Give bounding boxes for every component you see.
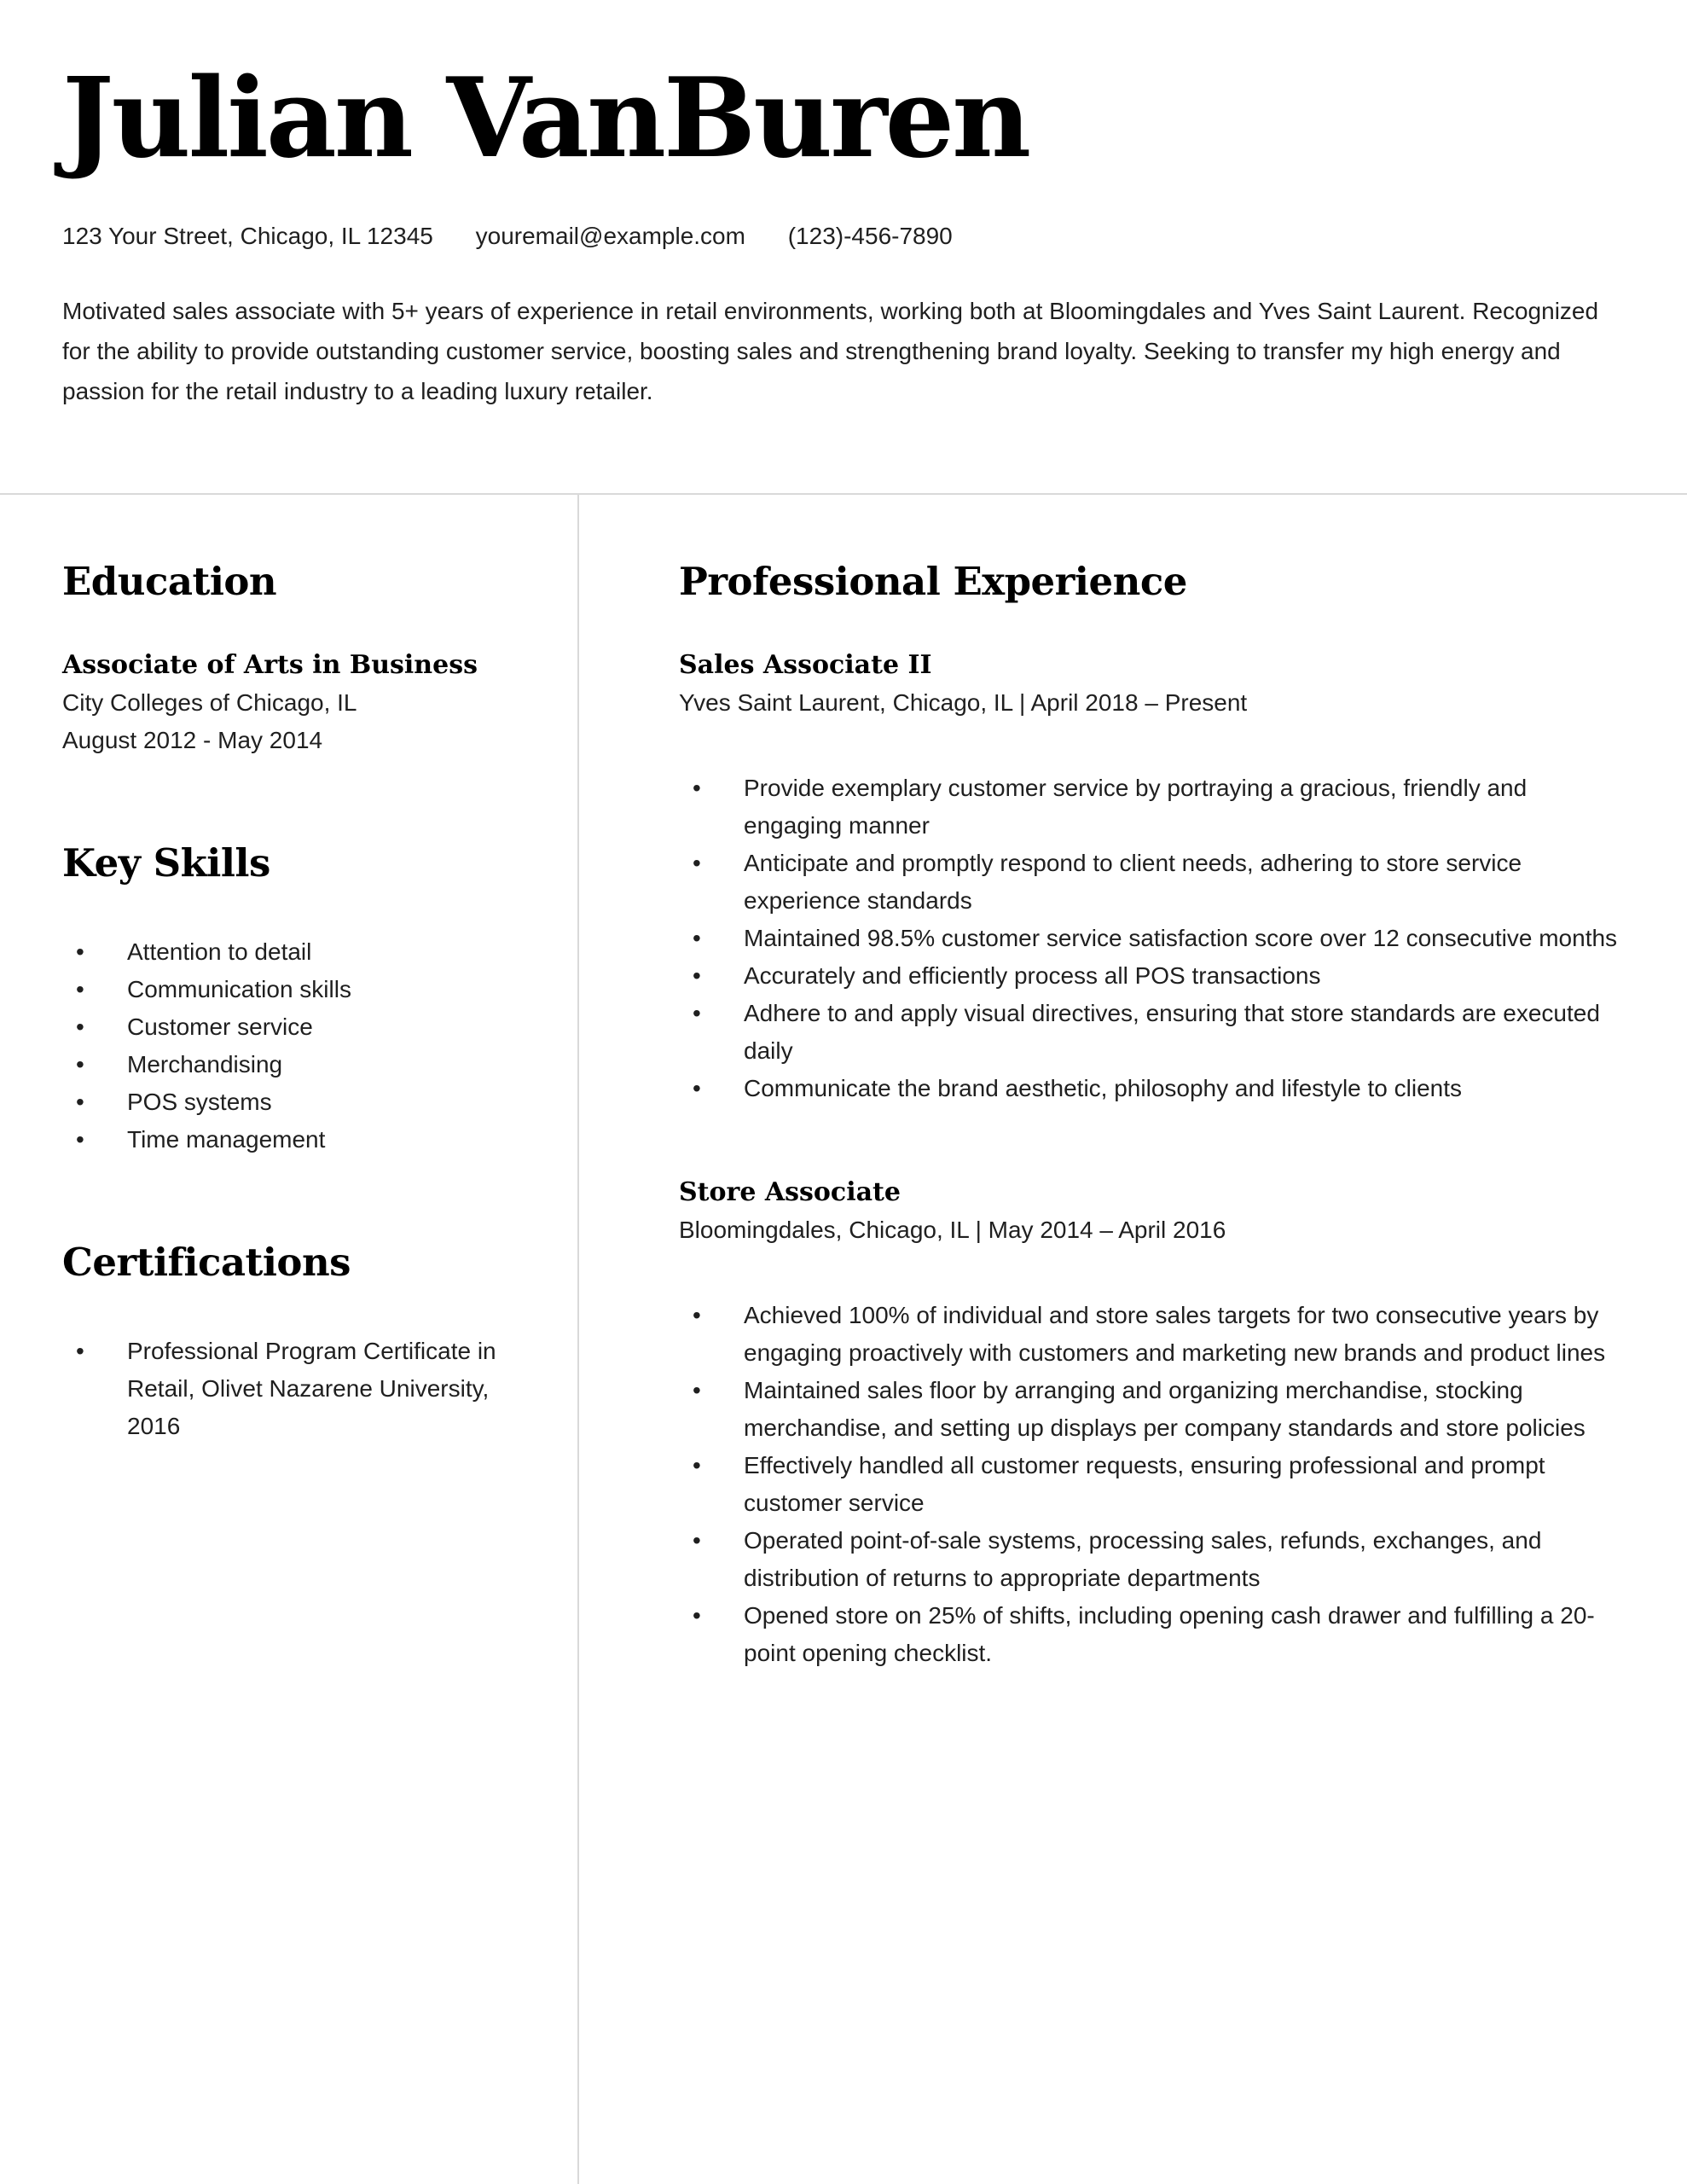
section-heading-professional-experience: Professional Experience	[679, 559, 1187, 605]
job-bullet: • Achieved 100% of individual and store sales targets for two consecutive years by engaging proactively with customers and marketing new brands and product lines	[679, 1297, 1621, 1372]
job-title: Sales Associate II	[679, 650, 932, 681]
bullet-dot-icon: •	[76, 1013, 84, 1040]
job-bullet: • Adhere to and apply visual directives, ensuring that store standards are executed daily	[679, 995, 1621, 1070]
job-bullet-list	[679, 1297, 1621, 1672]
job-entry	[679, 647, 1621, 1107]
bullet-dot-icon: •	[76, 1337, 84, 1364]
bullet-dot-icon: •	[693, 962, 701, 990]
bullet-dot-icon: •	[693, 775, 701, 802]
job-meta: Bloomingdales, Chicago, IL | May 2014 – April 2016	[679, 1217, 1226, 1244]
job-bullet-list	[679, 770, 1621, 1107]
resume-name: Julian VanBuren	[62, 55, 1029, 183]
contact-email: youremail@example.com	[475, 223, 745, 250]
bullet-dot-icon: •	[76, 975, 84, 1002]
bullet-dot-icon: •	[693, 850, 701, 877]
bullet-dot-icon: •	[693, 1302, 701, 1329]
contact-line	[62, 219, 1621, 253]
job-bullet: • Communicate the brand aesthetic, philosophy and lifestyle to clients	[679, 1070, 1621, 1107]
job-bullet: • Maintained sales floor by arranging and organizing merchandise, stocking merchandise, and setting up displays per company standards and store policies	[679, 1372, 1621, 1447]
section-heading-key-skills: Key Skills	[62, 840, 270, 886]
summary-text: Motivated sales associate with 5+ years of experience in retail environments, working both at Bloomingdales and Yves Saint Laurent. Recognized for the ability to provide outstanding customer service, boosting sales and strengthening brand loyalty. Seeking to transfer my high energy and passion for the retail industry to a leading luxury retailer.	[62, 298, 1599, 405]
bullet-dot-icon: •	[693, 1602, 701, 1629]
bullet-dot-icon: •	[693, 1000, 701, 1027]
job-bullet: • Accurately and efficiently process all POS transactions	[679, 957, 1621, 995]
job-title: Store Associate	[679, 1177, 901, 1208]
bullet-dot-icon: •	[76, 1050, 84, 1077]
job-entry	[679, 1174, 1621, 1672]
skill-item: • Merchandising	[62, 1046, 539, 1083]
skill-item: • Time management	[62, 1121, 539, 1159]
skill-item: • POS systems	[62, 1083, 539, 1121]
education-dates: August 2012 - May 2014	[62, 727, 323, 754]
bullet-dot-icon: •	[76, 1125, 84, 1153]
left-column	[0, 495, 579, 2184]
bullet-dot-icon: •	[76, 938, 84, 965]
bullet-dot-icon: •	[693, 1377, 701, 1404]
education-entry	[62, 647, 539, 759]
job-bullet: • Effectively handled all customer requests, ensuring professional and prompt customer service	[679, 1447, 1621, 1522]
certification-item: • Professional Program Certificate in Retail, Olivet Nazarene University, 2016	[62, 1333, 539, 1445]
right-column	[579, 495, 1687, 2184]
skill-item: • Attention to detail	[62, 933, 539, 971]
resume-columns	[0, 493, 1687, 2184]
bullet-dot-icon: •	[693, 1452, 701, 1479]
skill-item: • Customer service	[62, 1008, 539, 1046]
contact-phone: (123)-456-7890	[787, 223, 953, 250]
bullet-dot-icon: •	[76, 1088, 84, 1115]
contact-address: 123 Your Street, Chicago, IL 12345	[62, 223, 433, 250]
bullet-dot-icon: •	[693, 925, 701, 952]
section-heading-certifications: Certifications	[62, 1239, 351, 1285]
job-bullet: • Opened store on 25% of shifts, including opening cash drawer and fulfilling a 20-point opening checklist.	[679, 1597, 1621, 1672]
job-bullet: • Operated point-of-sale systems, processing sales, refunds, exchanges, and distribution of returns to appropriate departments	[679, 1522, 1621, 1597]
resume-header	[0, 0, 1687, 411]
job-bullet: • Provide exemplary customer service by portraying a gracious, friendly and engaging manner	[679, 770, 1621, 845]
degree-title: Associate of Arts in Business	[62, 650, 478, 681]
bullet-dot-icon: •	[693, 1075, 701, 1102]
school-name: City Colleges of Chicago, IL	[62, 689, 357, 717]
job-bullet: • Maintained 98.5% customer service satisfaction score over 12 consecutive months	[679, 920, 1621, 957]
section-heading-education: Education	[62, 559, 277, 605]
certifications-list	[62, 1333, 539, 1445]
job-bullet: • Anticipate and promptly respond to client needs, adhering to store service experience standards	[679, 845, 1621, 920]
skill-item: • Communication skills	[62, 971, 539, 1008]
skills-list	[62, 933, 539, 1159]
bullet-dot-icon: •	[693, 1527, 701, 1554]
job-meta: Yves Saint Laurent, Chicago, IL | April 2018 – Present	[679, 689, 1248, 717]
